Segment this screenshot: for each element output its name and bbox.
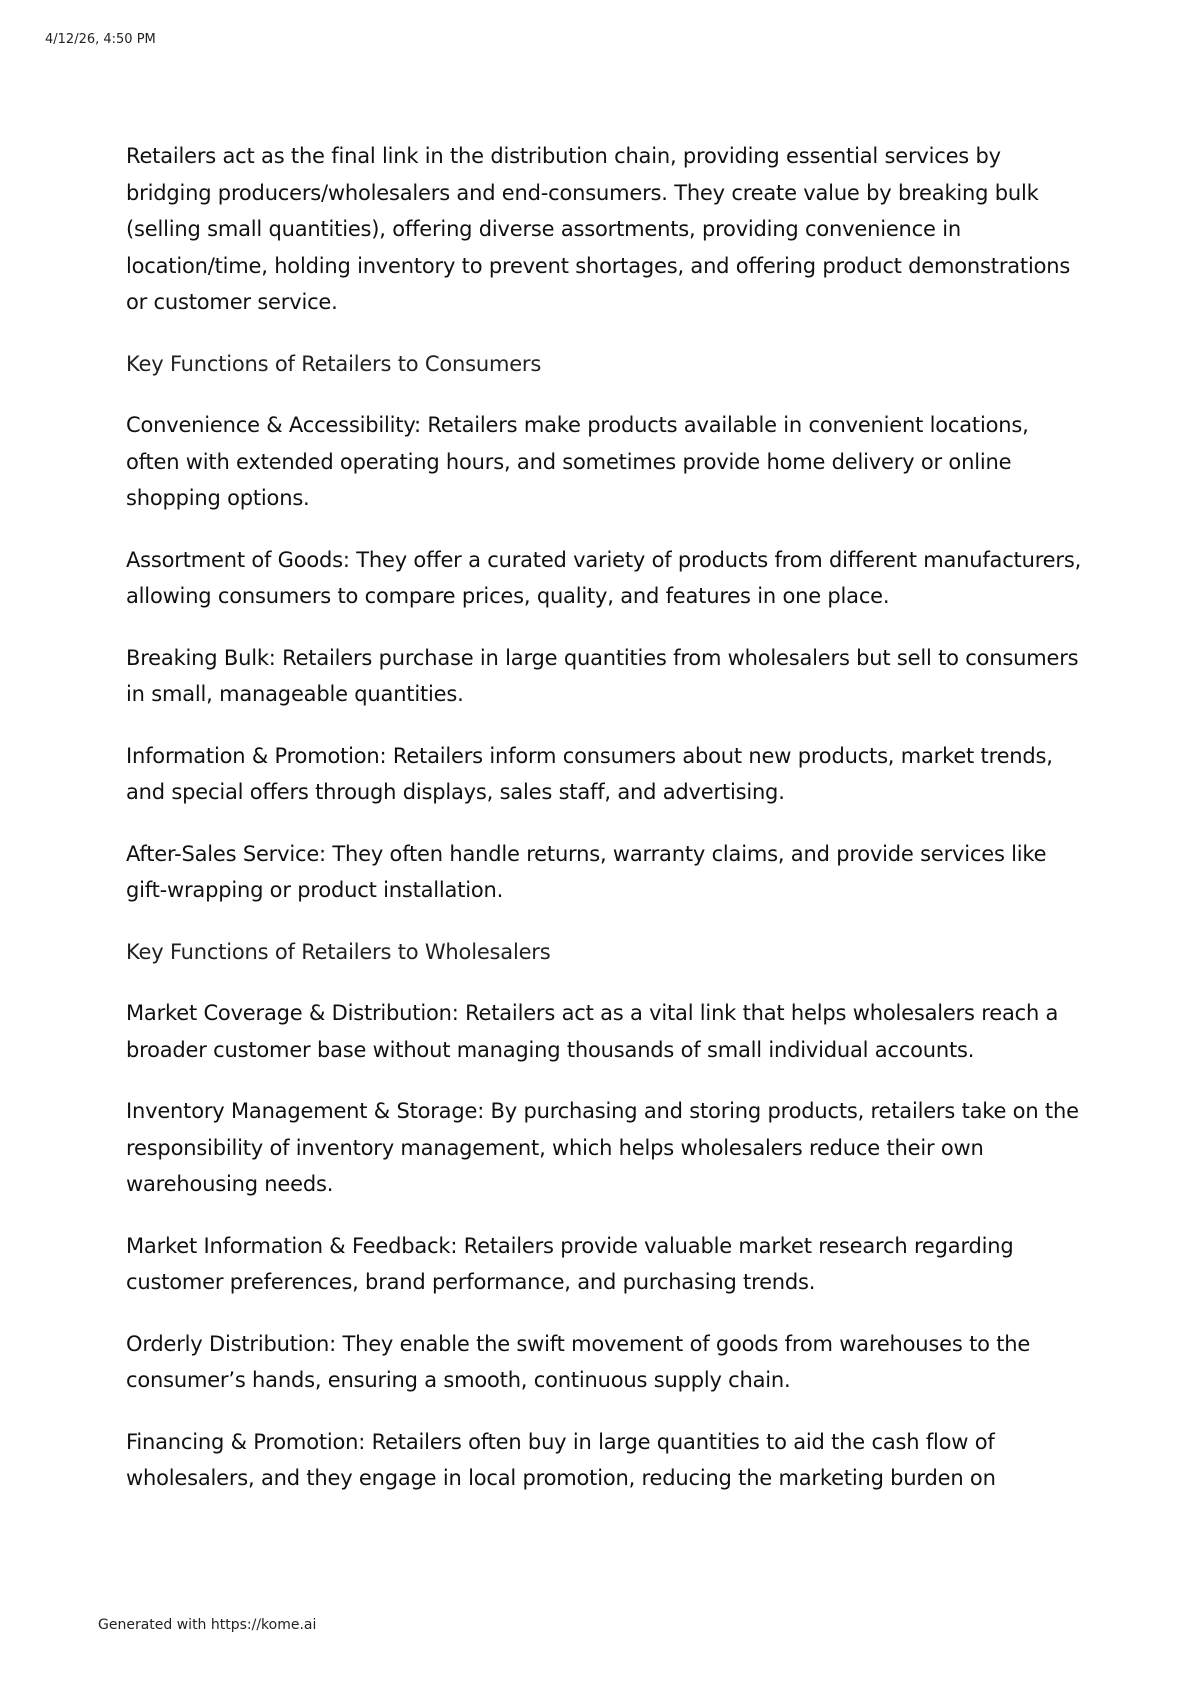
consumer-function-item: After-Sales Service: They often handle returns, warranty claims, and provide services like gift-wrapping or product installation. <box>126 841 1047 902</box>
intro-paragraph: Retailers act as the final link in the distribution chain, providing essential services by bridging producers/wholesalers and end-consumers. They create value by breaking bulk (selling small quantities), offering diverse assortments, providing convenience in location/time, holding inventory to prevent shortages, and offering product demonstrations or customer service. <box>126 144 1071 314</box>
consumer-function-item: Convenience & Accessibility: Retailers make products available in convenient locations, often with extended operating hours, and sometimes provide home delivery or online shopping options. <box>126 413 1029 510</box>
document-body <box>126 138 1086 1522</box>
consumer-function-item: Assortment of Goods: They offer a curated variety of products from different manufacturers, allowing consumers to compare prices, quality, and features in one place. <box>126 547 1082 608</box>
consumer-function-item: Information & Promotion: Retailers inform consumers about new products, market trends, and special offers through displays, sales staff, and advertising. <box>126 743 1053 804</box>
wholesaler-function-item: Inventory Management & Storage: By purchasing and storing products, retailers take on the responsibility of inventory management, which helps wholesalers reduce their own warehousing needs. <box>126 1099 1079 1196</box>
wholesaler-function-item: Market Coverage & Distribution: Retailers act as a vital link that helps wholesalers reach a broader customer base without managing thousands of small individual accounts. <box>126 1001 1059 1062</box>
section-heading-consumers: Key Functions of Retailers to Consumers <box>126 351 542 376</box>
wholesaler-function-item: Financing & Promotion: Retailers often buy in large quantities to aid the cash flow of wholesalers, and they engage in local promotion, reducing the marketing burden on <box>126 1429 996 1490</box>
wholesaler-function-item: Orderly Distribution: They enable the swift movement of goods from warehouses to the consumer’s hands, ensuring a smooth, continuous supply chain. <box>126 1331 1031 1392</box>
print-timestamp: 4/12/26, 4:50 PM <box>45 32 156 47</box>
wholesaler-function-item: Market Information & Feedback: Retailers provide valuable market research regarding customer preferences, brand performance, and purchasing trends. <box>126 1233 1014 1294</box>
generated-with-footer: Generated with https://kome.ai <box>98 1617 317 1633</box>
section-heading-wholesalers: Key Functions of Retailers to Wholesalers <box>126 939 551 964</box>
consumer-function-item: Breaking Bulk: Retailers purchase in large quantities from wholesalers but sell to consumers in small, manageable quantities. <box>126 645 1079 706</box>
